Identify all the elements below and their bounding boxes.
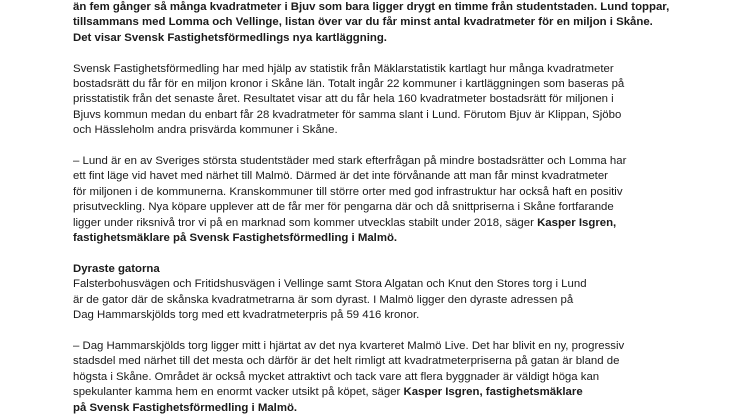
body-line: högsta i Skåne. Området är också mycket attraktivt och tack vare att flera byggnader är väldigt höga kan — [73, 370, 600, 383]
intro-line: Det visar Svensk Fastighetsförmedlings nya kartläggning. — [73, 31, 387, 44]
body-line: – Lund är en av Sveriges största studentstäder med stark efterfrågan på mindre bostadsrätter och Lomma har — [73, 155, 627, 168]
body-line: Falsterbohusvägen och Fritidshusvägen i Vellinge samt Stora Algatan och Knut den Stores torg i Lund — [73, 278, 587, 291]
quote-attribution: på Svensk Fastighetsförmedling i Malmö. — [73, 401, 298, 414]
quote-attribution: Kasper Isgren, fastighetsmäklare — [403, 386, 583, 399]
quote-text: ligger under riksnivå tror vi på en marknad som kommer utvecklas stabilt under 2018, säger — [73, 216, 538, 229]
intro-paragraph — [73, 0, 673, 46]
quote-paragraph-2 — [73, 339, 673, 416]
body-line: och Hässleholm andra prisvärda kommuner i Skåne. — [73, 124, 338, 137]
intro-line: tillsammans med Lomma och Vellinge, listan över var du får minst antal kvadratmeter för en miljon i Skåne. — [73, 16, 653, 29]
intro-line: än fem gånger så många kvadratmeter i Bjuv som bara ligger drygt en timme från studentstaden. Lund toppar, — [73, 1, 670, 13]
body-line: Bjuvs kommun medan du enbart får 28 kvadratmeter för samma slant i Lund. Förutom Bjuv är Klippan, Sjöbo — [73, 108, 622, 121]
body-line — [73, 401, 673, 416]
body-line: stadsdel med närhet till det mesta och därför är det helt rimligt att kvadratmeterpriserna på gatan är bland de — [73, 355, 620, 368]
body-line: Svensk Fastighetsförmedling har med hjälp av statistik från Mäklarstatistik kartlagt hur många kvadratmeter — [73, 62, 614, 75]
body-line — [73, 231, 673, 246]
body-line — [73, 216, 673, 231]
statistics-paragraph — [73, 62, 673, 139]
press-release-document — [73, 0, 673, 416]
body-line: prisstatistik från det senaste året. Resultatet visar att du får hela 160 kvadratmeter bostadsrätt för miljonen i — [73, 93, 614, 106]
body-line — [73, 385, 673, 400]
quote-attribution: fastighetsmäklare på Svensk Fastighetsförmedling i Malmö. — [73, 232, 398, 245]
section-dyraste-gatorna — [73, 262, 673, 324]
section-heading: Dyraste gatorna — [73, 262, 160, 275]
body-line: ett fint läge vid havet med närhet till Malmö. Därmed är det inte förvånande att man får minst kvadratmeter — [73, 170, 608, 183]
body-line: är de gator där de skånska kvadratmetrarna är som dyrast. I Malmö ligger den dyraste adressen på — [73, 293, 574, 306]
quote-text: spekulanter kamma hem en enormt vacker utsikt på köpet, säger — [73, 386, 404, 399]
quote-paragraph-1 — [73, 154, 673, 246]
body-line: Dag Hammarskjölds torg med ett kvadratmeterpris på 59 416 kronor. — [73, 309, 420, 322]
body-line: för miljonen i de kommunerna. Kranskommuner till större orter med god infrastruktur har också haft en positiv — [73, 185, 623, 198]
quote-attribution: Kasper Isgren, — [537, 216, 617, 229]
body-line: prisutveckling. Nya köpare upplever att de får mer för pengarna där och då snittpriserna i Skåne fortfarande — [73, 201, 614, 214]
body-line: – Dag Hammarskjölds torg ligger mitt i hjärtat av det nya kvarteret Malmö Live. Det har blivit en ny, progressiv — [73, 339, 625, 352]
body-line: bostadsrätt du får för en miljon kronor i Skåne län. Totalt ingår 22 kommuner i kartläggningen som baseras på — [73, 78, 625, 91]
